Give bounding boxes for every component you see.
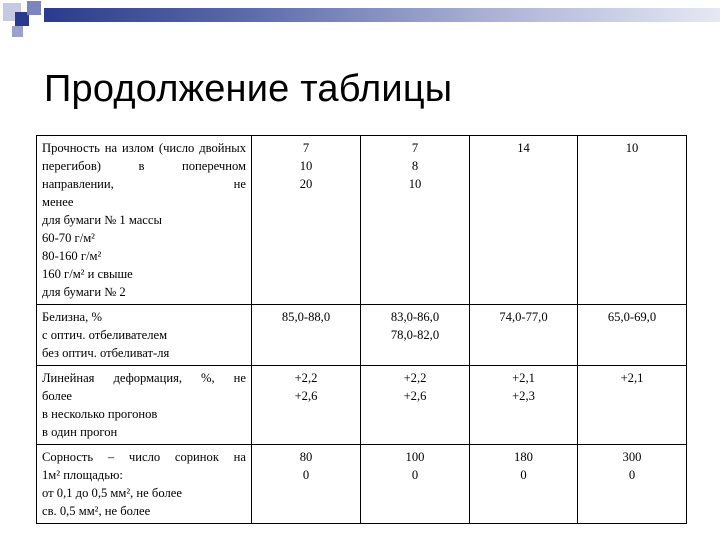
param-cell — [37, 136, 252, 305]
param-text: Сорность – число соринок на — [42, 450, 246, 464]
param-cell — [37, 305, 252, 366]
slide-title: Продолжение таблицы — [44, 68, 453, 110]
param-line: в один прогон — [42, 425, 118, 439]
value-cell — [470, 136, 578, 305]
value-line: 7 — [302, 141, 310, 155]
value-cell — [361, 136, 470, 305]
value-cell — [470, 305, 578, 366]
spec-table — [36, 135, 687, 524]
table-row — [37, 136, 687, 305]
value-line: 85,0-88,0 — [281, 310, 331, 324]
param-line: 80-160 г/м² — [42, 249, 102, 263]
value-line: 10 — [299, 159, 313, 173]
value-line: 83,0-86,0 — [390, 310, 440, 324]
title-band — [44, 8, 720, 22]
value-line: 180 — [514, 450, 533, 464]
table-row — [37, 305, 687, 366]
param-line: менее — [42, 195, 74, 209]
value-line: +2,1 — [512, 371, 535, 385]
value-line: 20 — [299, 177, 313, 191]
value-line: +2,2 — [294, 371, 318, 385]
param-text: Линейная деформация, %, не — [42, 371, 246, 385]
param-line: без оптич. отбеливат-ля — [42, 346, 170, 360]
value-line: 300 — [622, 450, 642, 464]
value-line: 80 — [299, 450, 313, 464]
decor-square — [27, 1, 41, 15]
value-cell — [578, 136, 687, 305]
value-line: 10 — [408, 177, 422, 191]
param-text: Прочность на излом (число двойных перегибов) в поперечном направлении, не — [42, 141, 246, 191]
param-line: 60-70 г/м² — [42, 231, 95, 245]
value-cell — [578, 305, 687, 366]
value-line: 65,0-69,0 — [607, 310, 657, 324]
value-line: 10 — [625, 141, 639, 155]
value-cell — [252, 445, 361, 524]
value-line: +2,2 — [403, 371, 427, 385]
value-line: +2,3 — [512, 389, 535, 403]
table-row — [37, 445, 687, 524]
value-cell — [361, 366, 470, 445]
value-line: 7 — [411, 141, 419, 155]
value-cell — [470, 366, 578, 445]
param-line: 160 г/м² и свыше — [42, 267, 133, 281]
param-line: 1м² площадью: — [42, 468, 123, 482]
value-line: +2,6 — [294, 389, 318, 403]
value-line: 78,0-82,0 — [390, 328, 440, 342]
table-row — [37, 366, 687, 445]
param-cell — [37, 445, 252, 524]
value-cell — [361, 305, 470, 366]
value-cell — [578, 366, 687, 445]
value-cell — [470, 445, 578, 524]
value-cell — [252, 366, 361, 445]
value-line: 0 — [628, 468, 636, 482]
param-line: от 0,1 до 0,5 мм², не более — [42, 486, 182, 500]
value-cell — [361, 445, 470, 524]
value-line: 74,0-77,0 — [499, 310, 548, 324]
value-cell — [578, 445, 687, 524]
param-cell — [37, 366, 252, 445]
value-line: +2,6 — [403, 389, 427, 403]
param-line: в несколько прогонов — [42, 407, 158, 421]
value-line: 14 — [517, 141, 530, 155]
value-cell — [252, 305, 361, 366]
value-line: 0 — [520, 468, 527, 482]
param-line: Белизна, % — [42, 310, 102, 324]
value-line: 100 — [405, 450, 425, 464]
value-line: +2,1 — [620, 371, 644, 385]
param-line: более — [42, 389, 73, 403]
value-line: 0 — [411, 468, 419, 482]
decor-square — [12, 26, 23, 37]
param-line: св. 0,5 мм², не более — [42, 504, 151, 518]
value-line: 8 — [411, 159, 419, 173]
value-line: 0 — [302, 468, 310, 482]
param-line: для бумаги № 2 — [42, 285, 126, 299]
param-line: с оптич. отбеливателем — [42, 328, 168, 342]
param-line: для бумаги № 1 массы — [42, 213, 162, 227]
title-decoration — [0, 0, 720, 44]
value-cell — [252, 136, 361, 305]
